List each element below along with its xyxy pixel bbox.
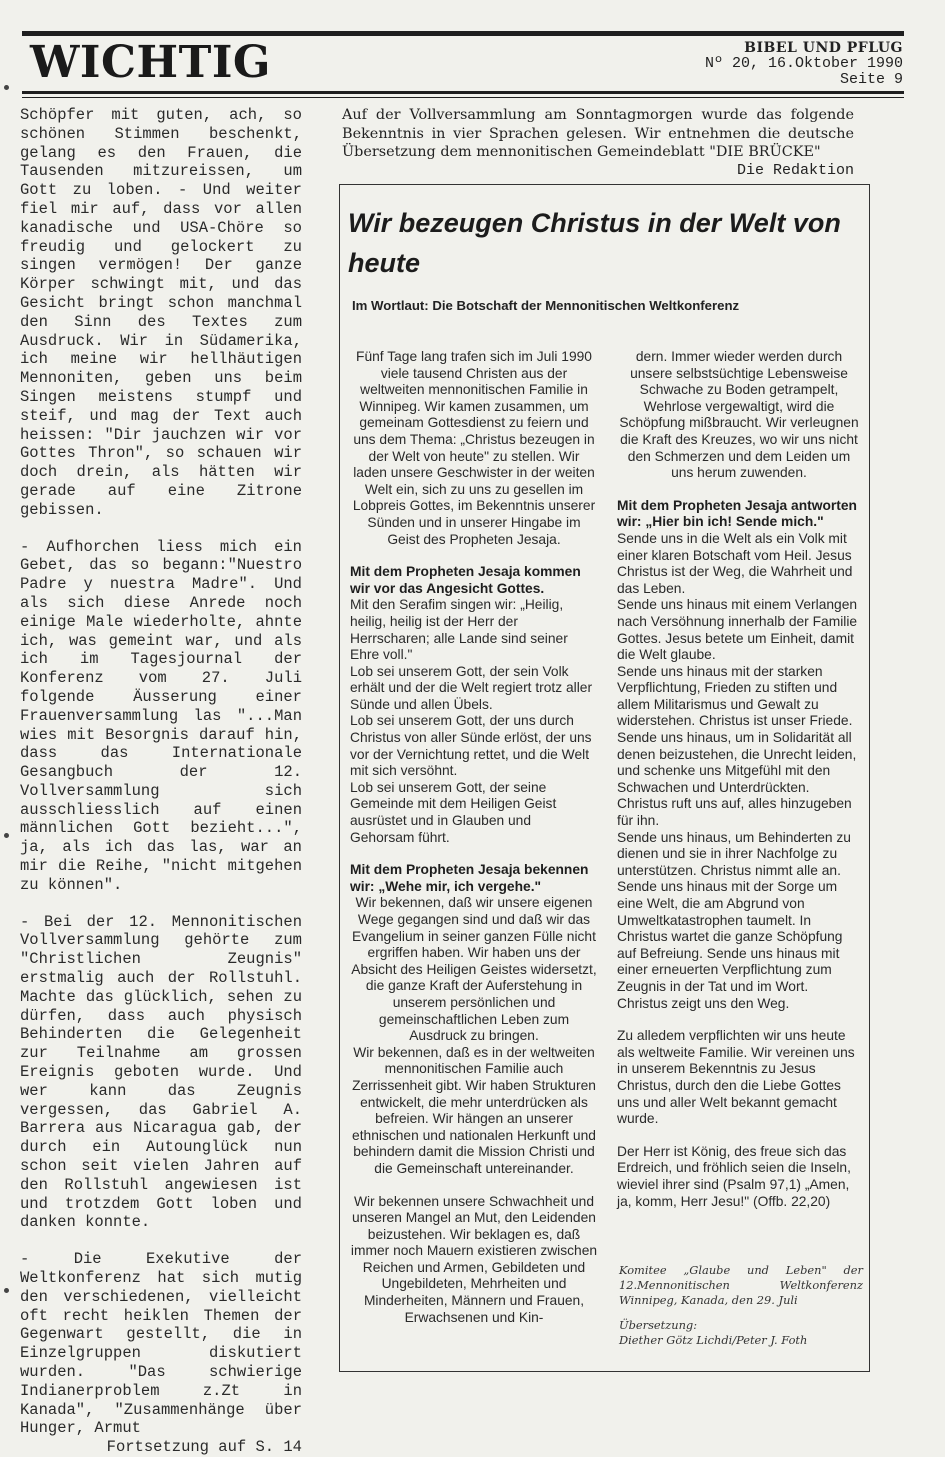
article-paragraph: Lob sei unserem Gott, der uns durch Christus von aller Sünde erlöst, der uns vor der Vernichtung rettet, und die Welt mit sich versöhnt.	[350, 713, 592, 779]
masthead-rule-bottom-thin	[22, 97, 904, 98]
section-title: WICHTIG	[30, 37, 271, 88]
article-paragraph: Sende uns hinaus, um in Solidarität all denen beizustehen, die Unrecht leiden, und schenke uns Mitgefühl mit den Schwachen und Unterdrückten. Christus ruft uns auf, alles hinzugeben für ihn.	[617, 730, 857, 829]
article-paragraph: Lob sei unserem Gott, der sein Volk erhält und der die Welt regiert trotz aller Sünde und allen Übels.	[350, 663, 593, 712]
intro-paragraph: Auf der Vollversammlung am Sonntagmorgen wurde das folgende Bekenntnis in vier Sprachen gelesen. Wir entnehmen die deutsche Übersetzung dem mennonitischen Gemeindeblatt "DIE BRÜCKE"	[342, 107, 854, 160]
translation-label: Übersetzung:	[619, 1318, 698, 1332]
editor-signature: Die Redaktion	[736, 161, 854, 179]
left-paragraph: - Aufhorchen liess mich ein Gebet, das so begann:"Nuestro Padre y nuestra Madre". Und als sich diese Anrede noch einige Male wiederholte, ahnte ich, was gemeint war, und als ich im Tagesjournal der Konferenz vom 27. Juli folgende Äusserung einer Frauenversammlung las "...Man wies mit Besorgnis darauf hin, dass das Internationale Gesangbuch der 12. Vollversammlung sich ausschliesslich auf einen männlichen Gott bezieht...", ja, als ich das las, war an mir die Reihe, "nicht mitgehen zu können".	[20, 537, 302, 894]
binder-hole-mark	[4, 833, 9, 838]
article-paragraph: Sende uns in die Welt als ein Volk mit einer klaren Botschaft vom Heil. Jesus Christus ist der Weg, die Wahrheit und das Leben.	[617, 530, 853, 596]
binder-hole-mark	[4, 85, 9, 90]
article-credits	[619, 1263, 863, 1348]
masthead-info	[705, 40, 903, 88]
article-heading: Mit dem Propheten Jesaja bekennen wir: „Wehe mir, ich vergehe."	[350, 862, 589, 894]
binder-hole-mark	[4, 1288, 9, 1293]
article-heading: Mit dem Propheten Jesaja antworten wir: „Hier bin ich! Sende mich."	[617, 497, 857, 530]
article-column-2	[617, 349, 861, 1210]
page-number: Seite 9	[839, 71, 903, 88]
issue-date: Nº 20, 16.Oktober 1990	[704, 55, 903, 72]
intro-text	[342, 106, 854, 180]
left-paragraph: Schöpfer mit guten, ach, so schönen Stimmen beschenkt, gelang es den Frauen, die Tausenden mitzureissen, um Gott zu loben. - Und weiter fiel mir auf, dass vor allen kanadische und USA-Chöre so freudig und gelockert zu singen vermögen! Der ganze Körper schwingt mit, und das Gesicht bringt schon manchmal den Sinn des Textes zum Ausdruck. Wir in Südamerika, ich meine wir hellhäutigen Mennoniten, geben uns beim Singen meistens stumpf und steif, und mag der Text auch heissen: "Dir jauchzen wir vor Gottes Thron", so schauen wir doch drein, als hätten wir gerade auf eine Zitrone gebissen.	[20, 106, 302, 519]
article-paragraph: Wir bekennen, daß es in der weltweiten mennonitischen Familie auch Zerrissenheit gibt. Wir haben Strukturen entwickelt, die mehr unterdrücken als befreien. Wir hängen an unserer ethnischen und nationalen Herkunft und behindern damit die Mission Christi und die Gemeinschaft untereinander.	[352, 1044, 596, 1176]
article-paragraph: Fünf Tage lang trafen sich im Juli 1990 viele tausend Christen aus der weltweiten mennonitischen Familie in Winnipeg. Wir kamen zusammen, um gemeinam Gottesdienst zu feiern und uns dem Thema: „Christus bezeugen in der Welt von heute" zu stellen. Wir laden unsere Geschwister in der weiten Welt ein, sich zu uns zu gesellen im Lobpreis Gottes, im Bekenntnis unserer Sünden und in unserer Hingabe im Geist des Propheten Jesaja.	[352, 349, 596, 547]
article-paragraph: Lob sei unserem Gott, der seine Gemeinde mit dem Heiligen Geist ausrüstet und in Glauben und Gehorsam führt.	[350, 779, 557, 845]
article-paragraph: dern. Immer wieder werden durch unsere selbstsüchtige Lebensweise Schwache zu Boden getrampelt, Wehrlose vergewaltigt, wird die Schöpfung mißbraucht. Wir verleugnen die Kraft des Kreuzes, wo wir uns nicht den Schmerzen und dem Leiden um uns herum zuwenden.	[619, 349, 859, 481]
article-paragraph: Mit den Serafim singen wir: „Heilig, heilig, heilig ist der Herr der Herrscharen; alle Lande sind seiner Ehre voll."	[350, 597, 568, 663]
masthead-rule-top	[22, 31, 904, 36]
article-paragraph: Zu alledem verpflichten wir uns heute als weltweite Familie. Wir vereinen uns in unserem Bekenntnis zu Jesus Christus, durch den die Liebe Gottes uns und aller Welt bekannt gemacht wurde.	[617, 1028, 855, 1127]
article-column-1	[350, 349, 598, 1326]
article-paragraph: Sende uns hinaus mit der Sorge um eine Welt, die am Abgrund von Umweltkatastrophen taumelt. In Christus wartet die ganze Schöpfung auf Befreiung. Sende uns hinaus mit einer erneuerten Verpflichtung zum Zeugnis in der Tat und im Wort. Christus zeigt uns den Weg.	[617, 879, 843, 1011]
article-paragraph: Sende uns hinaus, um Behinderten zu dienen und sie in ihrer Nachfolge zu unterstützen. Christus nimmt alle an.	[617, 829, 851, 878]
article-paragraph: Sende uns hinaus mit der starken Verpflichtung, Frieden zu stiften und allem Militarismus und Gewalt zu widerstehen. Christus ist unser Friede.	[617, 663, 853, 729]
translators: Diether Götz Lichdi/Peter J. Foth	[619, 1333, 808, 1347]
article-heading: Mit dem Propheten Jesaja kommen wir vor das Angesicht Gottes.	[350, 564, 581, 596]
masthead-rule-bottom	[22, 91, 904, 94]
continuation-note: Fortsetzung auf S. 14	[106, 1438, 302, 1457]
article-title: Wir bezeugen Christus in der Welt von heute	[348, 208, 841, 278]
committee-credit: Komitee „Glaube und Leben" der 12.Mennonitischen Weltkonferenz Winnipeg, Kanada, den 29. Juli	[619, 1263, 863, 1307]
article-paragraph: Sende uns hinaus mit einem Verlangen nach Versöhnung innerhalb der Familie Gottes. Jesus betete um Einheit, damit die Welt glaube.	[617, 597, 858, 663]
article-paragraph: Wir bekennen unsere Schwachheit und unseren Mangel an Mut, den Leidenden beizustehen. Wir beklagen es, daß immer noch Mauern existieren zwischen Reichen und Armen, Gebildeten und Ungebildeten, Mehrheiten und Minderheiten, Männern und Frauen, Erwachsenen und Kin-	[350, 1193, 598, 1325]
publication-name: BIBEL UND PFLUG	[744, 40, 903, 56]
left-column-article	[20, 106, 302, 1457]
article-subtitle: Im Wortlaut: Die Botschaft der Mennonitischen Weltkonferenz	[352, 298, 740, 313]
article-paragraph: Der Herr ist König, des freue sich das Erdreich, und fröhlich seien die Inseln, wieviel ihrer sind (Psalm 97,1) „Amen, ja, komm, Herr Jesu!" (Offb. 22,20)	[617, 1143, 851, 1209]
article-paragraph: Wir bekennen, daß wir unsere eigenen Wege gegangen sind und daß wir das Evangelium in seiner ganzen Fülle nicht ergriffen haben. Wir haben uns der Absicht des Heiligen Geistes widersetzt, die ganze Kraft der Auferstehung in unserem persönlichen und gemeinschaftlichen Leben zum Ausdruck zu bringen.	[351, 895, 597, 1044]
left-paragraph: - Die Exekutive der Weltkonferenz hat sich mutig den verschiedenen, vielleicht oft recht heiklen Themen der Gegenwart gestellt, die in Einzelgruppen diskutiert wurden. "Das schwierige Indianerproblem z.Zt in Kanada", "Zusammenhänge über Hunger, Armut	[20, 1250, 302, 1438]
left-paragraph: - Bei der 12. Mennonitischen Vollversammlung gehörte zum "Christlichen Zeugnis" erstmalig auch der Rollstuhl. Machte das glücklich, sehen zu dürfen, dass auch physisch Behinderten die Gelegenheit zur Teilnahme am grossen Ereignis geboten wurde. Und wer kann das Zeugnis vergessen, das Gabriel A. Barrera aus Nicaragua gab, der durch ein Autounglück nun schon seit vielen Jahren auf den Rollstuhl angewiesen ist und trotzdem Gott loben und danken konnte.	[20, 912, 302, 1232]
